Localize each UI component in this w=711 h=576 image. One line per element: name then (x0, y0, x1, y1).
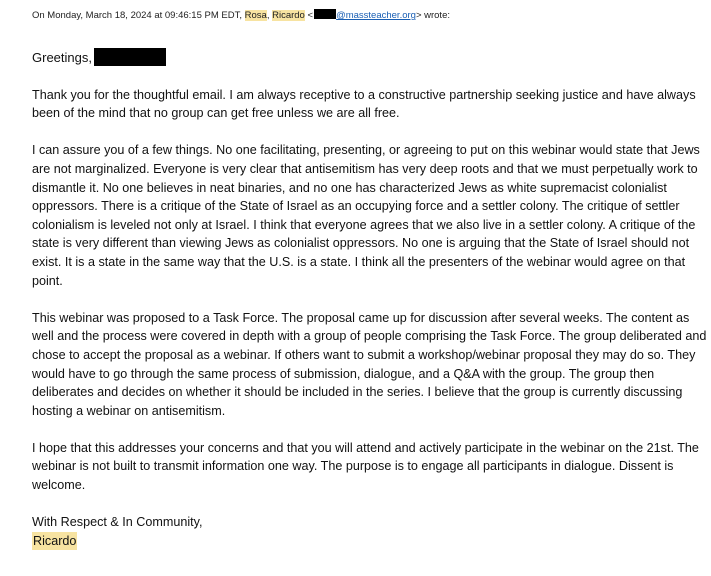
greeting-text: Greetings, (32, 50, 92, 65)
email-quote-header (32, 9, 450, 23)
header-wrote-text: > wrote: (415, 10, 450, 21)
redacted-recipient-name (94, 48, 166, 66)
header-open-bracket: < (307, 10, 314, 21)
body-paragraph: I can assure you of a few things. No one facilitating, presenting, or agreeing to put on this webinar would state that Jews are not marginalized. Everyone is very clear that antisemitism has very deep roots and that we must perpetually work to dismantle it. No one believes in neat binaries, and no one has characterized Jews as white supremacist colonialist oppressors. There is a critique of the State of Israel as an occupying force and a settler colony. The critique of settler colonialism is leveled not only at Israel. I think that everyone agrees that we also live in a settler colony. A critique of the state is very different than viewing Jews as colonialist oppressors. No one is arguing that the State of Israel should not exist. It is a state in the same way that the U.S. is a state. I think all the presenters of the webinar would agree on that point. (32, 143, 700, 288)
email-body (32, 48, 707, 550)
sender-last-name: Rosa (244, 10, 267, 21)
sender-email-link[interactable]: @massteacher.org (336, 10, 416, 21)
closing-signoff: With Respect & In Community, (32, 515, 203, 530)
greeting-line (32, 48, 707, 68)
closing-signature-line (32, 532, 707, 551)
body-paragraph: I hope that this addresses your concerns and that you will attend and actively participate in the webinar on the 21st. The webinar is not built to transmit information one way. The purpose is to engage all participants in dialogue. Dissent is welcome. (32, 440, 699, 493)
header-date-text: On Monday, March 18, 2024 at 09:46:15 PM EDT, (32, 10, 242, 21)
body-paragraph: This webinar was proposed to a Task Force. The proposal came up for discussion after several weeks. The content as well and the process were covered in depth with a group of people comprising the Task Force. The group deliberated and chose to accept the proposal as a webinar. If others want to submit a workshop/webinar proposal they may do so. They would have to go through the same process of submission, dialogue, and a Q&A with the group. The group then deliberates and decides on whether it should be included in the series. I believe that the group is currently discussing hosting a webinar on antisemitism. (32, 310, 707, 418)
sender-first-name: Ricardo (272, 10, 305, 21)
body-paragraph: Thank you for the thoughtful email. I am always receptive to a constructive partnership seeking justice and have always been of the mind that no group can get free unless we are all free. (32, 87, 696, 121)
signature-name: Ricardo (32, 532, 77, 551)
redacted-email-user (314, 9, 336, 19)
header-comma: , (266, 10, 270, 21)
